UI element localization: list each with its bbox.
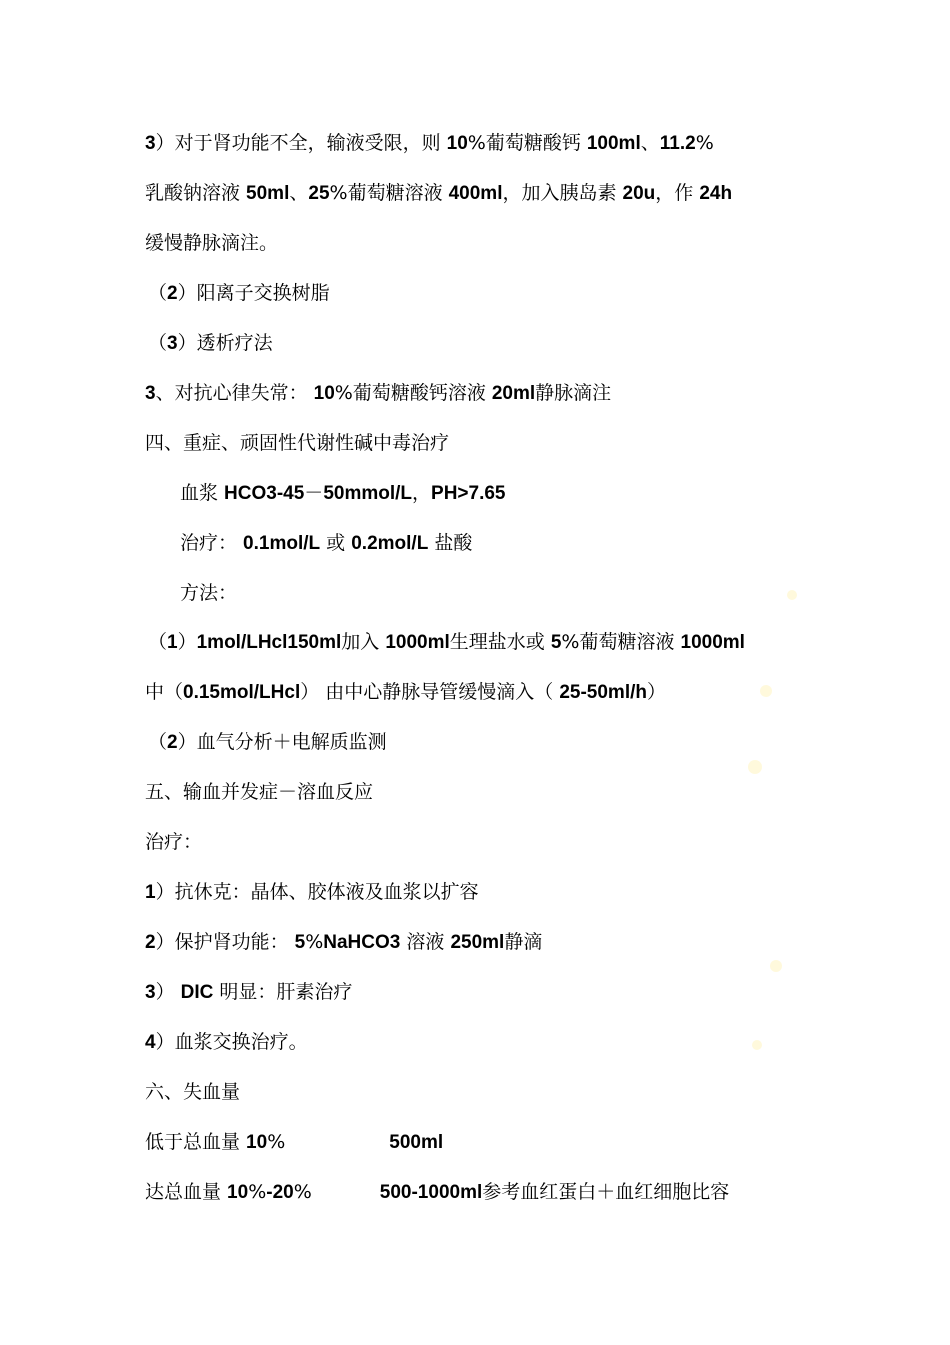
text-segment: 、 (640, 132, 660, 154)
text-segment: % (293, 1181, 312, 1203)
text-line (145, 830, 202, 854)
text-line (145, 880, 479, 904)
bold-text-segment: 10 (227, 1182, 249, 1203)
bold-text-segment: 4 (145, 1032, 156, 1053)
text-segment: ，作 (655, 182, 700, 204)
bold-text-segment: 50mmol/L (323, 483, 413, 504)
bold-text-segment: 0.15mol/LHcl (183, 682, 301, 703)
text-segment: 乳酸钠溶液 (145, 182, 247, 204)
text-segment: ）血浆交换治疗。 (155, 1031, 308, 1053)
bold-text-segment: 11.2 (659, 133, 696, 154)
text-segment: （ (148, 731, 168, 753)
bold-text-segment: 500ml (389, 1132, 444, 1153)
text-line (148, 730, 387, 754)
bold-text-segment: 0.1mol/L (243, 533, 321, 554)
text-segment: ） (155, 981, 181, 1003)
text-segment: 、对抗心律失常： (155, 382, 314, 404)
text-segment: 治疗： (180, 532, 244, 554)
text-segment: ）保护肾功能： (155, 931, 295, 953)
bold-text-segment: 2 (167, 283, 178, 304)
bold-text-segment: 10 (313, 383, 335, 404)
text-segment: 生理盐水或 (449, 631, 551, 653)
text-segment: 、 (289, 182, 309, 204)
bold-text-segment: 3 (167, 333, 178, 354)
text-segment: 血浆 (180, 482, 225, 504)
text-segment: 六、失血量 (145, 1081, 241, 1103)
text-segment: ）对于肾功能不全，输液受限，则 (155, 132, 447, 154)
background-speck (787, 590, 797, 600)
text-line (148, 281, 330, 305)
bold-text-segment: 25 (308, 183, 330, 204)
text-segment: %葡萄糖溶液 (329, 182, 449, 204)
text-segment: 静脉滴注 (535, 382, 612, 404)
text-segment: ）抗休克：晶体、胶体液及血浆以扩容 (155, 881, 479, 903)
bold-text-segment: 3 (145, 982, 156, 1003)
section-heading (145, 780, 373, 804)
bold-text-segment: 3 (145, 383, 156, 404)
text-segment: ）血气分析＋电解质监测 (177, 731, 387, 753)
text-segment: %葡萄糖酸钙 (467, 132, 587, 154)
text-segment: ） (646, 681, 666, 703)
text-line (180, 481, 506, 505)
text-line (145, 680, 666, 704)
text-line (145, 131, 714, 155)
text-segment: ） 由中心静脉导管缓慢滴入（ (300, 681, 560, 703)
bold-text-segment: HCO3-45 (224, 483, 305, 504)
text-segment: （ (148, 631, 168, 653)
bold-text-segment: 10 (246, 1132, 268, 1153)
text-segment: 治疗： (145, 831, 203, 853)
bold-text-segment: 20u (622, 183, 656, 204)
background-speck (752, 1040, 762, 1050)
bold-text-segment: DIC (180, 982, 214, 1003)
text-line (145, 1030, 308, 1054)
text-line (145, 1130, 443, 1154)
bold-text-segment: 0.2mol/L (351, 533, 429, 554)
bold-text-segment: 2 (145, 932, 156, 953)
text-segment: % (248, 1181, 267, 1203)
text-line (180, 531, 472, 555)
bold-text-segment: 5 (550, 632, 562, 653)
text-segment: 明显：肝素治疗 (213, 981, 353, 1003)
text-line (145, 980, 352, 1004)
text-segment: 溶液 (400, 931, 451, 953)
background-speck (770, 960, 782, 972)
text-segment: 参考血红蛋白＋血红细胞比容 (482, 1181, 730, 1203)
text-segment: （ (148, 282, 168, 304)
text-segment: % (267, 1131, 286, 1153)
text-segment: － (304, 482, 324, 504)
text-segment: 盐酸 (428, 532, 473, 554)
bold-text-segment: 100ml (586, 133, 641, 154)
text-line (145, 930, 542, 954)
bold-text-segment: 10 (446, 133, 468, 154)
bold-text-segment: 250ml (450, 932, 505, 953)
text-segment: ） (177, 631, 197, 653)
text-segment: ， (412, 482, 432, 504)
section-heading (145, 1080, 240, 1104)
bold-text-segment: 1000ml (680, 632, 745, 653)
text-line (148, 331, 273, 355)
bold-text-segment: 1 (167, 632, 178, 653)
background-speck (748, 760, 762, 774)
text-line (145, 181, 732, 205)
bold-text-segment: 2 (167, 732, 178, 753)
text-segment: 中（ (145, 681, 184, 703)
bold-text-segment: PH>7.65 (431, 483, 506, 504)
text-segment: ，加入胰岛素 (502, 182, 623, 204)
bold-text-segment: 20ml (491, 383, 536, 404)
bold-text-segment: 1000ml (385, 632, 450, 653)
text-segment: % (695, 132, 714, 154)
text-line (180, 581, 237, 605)
text-segment: 加入 (341, 631, 386, 653)
text-segment: % (305, 931, 324, 953)
bold-text-segment: 50ml (246, 183, 290, 204)
text-segment: 缓慢静脉滴注。 (145, 232, 279, 254)
text-segment: 低于总血量 (145, 1131, 247, 1153)
text-segment: 四、重症、顽固性代谢性碱中毒治疗 (145, 432, 450, 454)
text-segment: ）透析疗法 (177, 332, 273, 354)
text-segment: %葡萄糖溶液 (561, 631, 681, 653)
text-segment: 方法： (180, 582, 238, 604)
bold-text-segment: NaHCO3 (323, 932, 401, 953)
bold-text-segment: 5 (294, 932, 306, 953)
text-segment: 五、输血并发症－溶血反应 (145, 781, 374, 803)
text-segment: 达总血量 (145, 1181, 228, 1203)
section-heading (145, 431, 449, 455)
text-segment: 或 (320, 532, 352, 554)
bold-text-segment: -20 (266, 1182, 294, 1203)
text-line (145, 381, 611, 405)
bold-text-segment: 500-1000ml (379, 1182, 483, 1203)
bold-text-segment: 25-50ml/h (559, 682, 647, 703)
background-speck (760, 685, 772, 697)
text-line (148, 630, 745, 654)
text-segment: 静滴 (504, 931, 543, 953)
text-line (145, 1180, 729, 1204)
text-segment: ）阳离子交换树脂 (177, 282, 330, 304)
bold-text-segment: 24h (699, 183, 733, 204)
bold-text-segment: 1 (145, 882, 156, 903)
bold-text-segment: 3 (145, 133, 156, 154)
bold-text-segment: 1mol/LHcl150ml (196, 632, 342, 653)
text-segment: （ (148, 332, 168, 354)
text-line (145, 231, 278, 255)
text-segment: %葡萄糖酸钙溶液 (334, 382, 492, 404)
bold-text-segment: 400ml (448, 183, 503, 204)
